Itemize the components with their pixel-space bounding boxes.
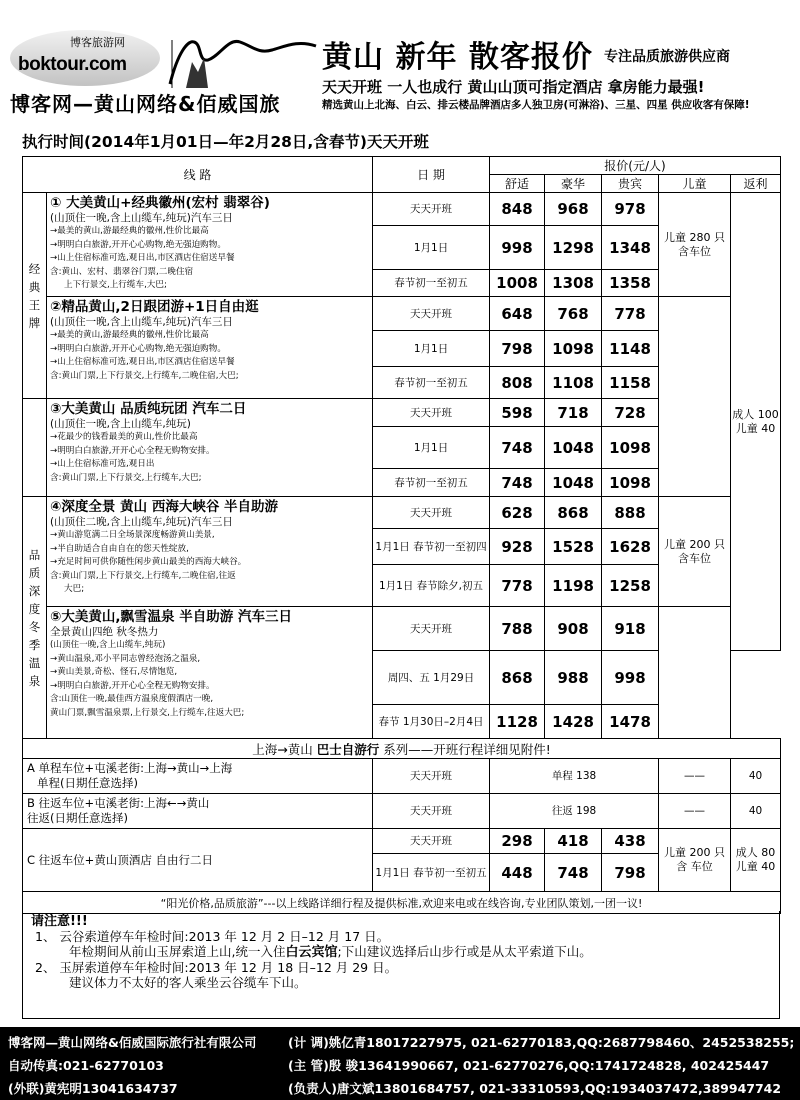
note-item: 1、 云谷索道停车年检时间:2013 年 12 月 2 日–12 月 17 日。 xyxy=(35,929,390,944)
price-luxury: 1428 xyxy=(545,705,602,739)
note-highlight: 白云宾馆 xyxy=(285,945,338,960)
child-price: 儿童 280 只含车位 xyxy=(659,193,731,297)
price-luxury: 968 xyxy=(545,193,602,226)
date-cell: 天天开班 xyxy=(373,297,490,331)
route-line: 大巴; xyxy=(64,584,85,595)
price-comfort: 778 xyxy=(490,565,545,607)
date-cell: 天天开班 xyxy=(373,759,490,794)
route-line: 含:黄山门票,上下行景交,上行缆车,大巴; xyxy=(50,472,202,483)
rebate-value: 40 xyxy=(731,759,781,794)
price-luxury: 988 xyxy=(545,651,602,705)
price-vip: 978 xyxy=(602,193,659,226)
route-line: 含:山顶住一晚,最佳西方温泉度假酒店一晚, xyxy=(50,694,214,705)
route-line: →山上住宿标准可选,观日出 xyxy=(50,459,155,470)
price-luxury: 1528 xyxy=(545,529,602,565)
child-price: 儿童 200 只含 车位 xyxy=(659,829,731,892)
price-vip: 918 xyxy=(602,607,659,651)
bus-route-cell xyxy=(23,829,373,892)
child-empty xyxy=(659,607,731,739)
date-cell: 春节 1月30日–2月4日 xyxy=(373,705,490,739)
tagline: 天天开班 一人也成行 黄山山顶可指定酒店 拿房能力最强! xyxy=(322,78,705,96)
brand-name: 博客网—黄山网络&佰威国旅 xyxy=(10,92,281,116)
bus-banner-post: 系列——开班行程详细见附件! xyxy=(379,741,551,757)
price-vip: 1478 xyxy=(602,705,659,739)
route-cell xyxy=(47,297,373,399)
route-title: ⑤大美黄山,飘雪温泉 半自助游 汽车三日 xyxy=(50,609,292,625)
route-line: →明明白白旅游,开开心心购物,绝无强迫购物。 xyxy=(50,343,226,354)
footer-planner: (计 调)姚亿青18017227975, 021-62770183,QQ:2687798460、2452538255; xyxy=(288,1035,795,1050)
bus-banner-bold: 巴士自游行 xyxy=(316,741,380,757)
bus-price: 单程 138 xyxy=(490,759,659,794)
route-line: →花最少的钱看最美的黄山,性价比最高 xyxy=(50,432,198,442)
price-comfort: 1128 xyxy=(490,705,545,739)
price-comfort: 998 xyxy=(490,226,545,270)
price-luxury: 718 xyxy=(545,399,602,427)
note-item: 建议体力不太好的客人乘坐云谷缆车下山。 xyxy=(69,975,307,990)
mountain-illustration xyxy=(168,32,318,90)
route-cell xyxy=(47,497,373,607)
route-line: →最美的黄山,游最经典的徽州,性价比最高 xyxy=(50,226,209,236)
page-subtitle: 专注品质旅游供应商 xyxy=(604,49,730,65)
rebate-value: 成人 100 儿童 40 xyxy=(731,193,781,651)
price-comfort: 748 xyxy=(490,469,545,497)
price-vip: 1258 xyxy=(602,565,659,607)
route-line: →明明白白旅游,开开心心全程无购物安排。 xyxy=(50,445,215,456)
bus-banner-pre: 上海→黄山 xyxy=(252,741,317,757)
table-row xyxy=(23,497,781,529)
route-line: →明明白白旅游,开开心心购物,绝无强迫购物。 xyxy=(50,239,226,250)
header-vip: 贵宾 xyxy=(602,175,659,193)
table-row xyxy=(23,794,781,829)
route-cell xyxy=(47,607,373,739)
rebate-value: 40 xyxy=(731,794,781,829)
route-line: →山上住宿标准可选,观日出,市区酒店住宿送早餐 xyxy=(50,253,235,264)
page-title: 黄山 新年 散客报价 xyxy=(322,40,593,75)
bus-route-sub: 往返(日期任意选择) xyxy=(27,811,128,825)
route-line: →充足时间可供你随性闲步黄山最美的西海大峡谷。 xyxy=(50,557,247,568)
note-text: ;下山建议选择后山步行或是从太平索道下山。 xyxy=(337,944,592,959)
route-sub: 全景黄山四绝 秋冬热力 xyxy=(50,626,159,638)
route-line: →最美的黄山,游最经典的徽州,性价比最高 xyxy=(50,330,209,340)
bus-price: 往返 198 xyxy=(490,794,659,829)
price-vip: 1628 xyxy=(602,529,659,565)
price-luxury: 868 xyxy=(545,497,602,529)
price-table xyxy=(22,156,781,914)
table-row xyxy=(23,759,781,794)
price-luxury: 1108 xyxy=(545,367,602,399)
price-comfort: 748 xyxy=(490,427,545,469)
header-route: 线 路 xyxy=(23,157,373,193)
footer xyxy=(0,1027,800,1100)
date-cell: 周四、五 1月29日 xyxy=(373,651,490,705)
price-vip: 438 xyxy=(602,829,659,854)
header-child: 儿童 xyxy=(659,175,731,193)
date-cell: 天天开班 xyxy=(373,399,490,427)
child-price: —— xyxy=(659,759,731,794)
date-cell: 天天开班 xyxy=(373,607,490,651)
date-cell: 春节初一至初五 xyxy=(373,367,490,399)
logo-text-cn: 博客旅游网 xyxy=(70,36,125,49)
price-luxury: 748 xyxy=(545,854,602,892)
child-price: 儿童 200 只含车位 xyxy=(659,497,731,607)
date-cell: 天天开班 xyxy=(373,829,490,854)
route-line: (山顶住一晚,含上山缆车,纯玩) xyxy=(50,640,166,650)
price-vip: 1098 xyxy=(602,427,659,469)
price-comfort: 868 xyxy=(490,651,545,705)
price-vip: 1158 xyxy=(602,367,659,399)
price-comfort: 928 xyxy=(490,529,545,565)
group-spacer xyxy=(23,399,47,497)
group-label: 品质深度冬季温泉 xyxy=(23,497,47,739)
price-comfort: 848 xyxy=(490,193,545,226)
child-price: —— xyxy=(659,794,731,829)
date-cell: 天天开班 xyxy=(373,497,490,529)
route-title: ③大美黄山 品质纯玩团 汽车二日 xyxy=(50,401,247,417)
bus-route-sub: 单程(日期任意选择) xyxy=(37,776,138,790)
route-sub: (山顶住一晚,含上山缆车,纯玩) xyxy=(50,418,191,430)
date-cell: 1月1日 xyxy=(373,427,490,469)
price-comfort: 598 xyxy=(490,399,545,427)
route-sub: (山顶住一晚,含上山缆车,纯玩)汽车三日 xyxy=(50,212,233,224)
route-line: 黄山门票,飘雪温泉票,上行景交,上行缆车,往返大巴; xyxy=(50,707,245,718)
date-cell: 春节初一至初五 xyxy=(373,469,490,497)
logo xyxy=(10,30,160,86)
date-cell: 1月1日 春节初一至初五 xyxy=(373,854,490,892)
table-row xyxy=(23,829,781,854)
price-luxury: 1048 xyxy=(545,469,602,497)
date-cell: 1月1日 春节初一至初四 xyxy=(373,529,490,565)
route-line: 含:黄山门票,上下行景交,上行缆车,二晚住宿,大巴; xyxy=(50,370,239,381)
rebate-value: 成人 80 儿童 40 xyxy=(731,829,781,892)
footer-company: 博客网—黄山网络&佰威国际旅行社有限公司 xyxy=(8,1035,257,1050)
date-cell: 1月1日 xyxy=(373,331,490,367)
note-text: 年检期间从前山玉屏索道上山,统一入住 xyxy=(69,944,286,959)
price-luxury: 1298 xyxy=(545,226,602,270)
route-line: →黄山温泉,邓小平同志曾经泡汤之温泉, xyxy=(50,653,201,664)
price-comfort: 798 xyxy=(490,331,545,367)
price-vip: 1358 xyxy=(602,270,659,297)
logo-text-en: boktour.com xyxy=(18,54,127,75)
note-item xyxy=(31,944,771,960)
price-vip: 728 xyxy=(602,399,659,427)
price-comfort: 808 xyxy=(490,367,545,399)
execution-period: 执行时间(2014年1月01日—年2月28日,含春节)天天开班 xyxy=(22,133,429,151)
route-line: →黄山游览满二日全场景深度畅游黄山美景, xyxy=(50,530,215,540)
slogan: “阳光价格,品质旅游”---以上线路详细行程及提供标准,欢迎来电或在线咨询,专业团队策划,一团一议! xyxy=(23,892,781,914)
price-vip: 888 xyxy=(602,497,659,529)
price-comfort: 628 xyxy=(490,497,545,529)
table-row xyxy=(23,193,781,226)
price-luxury: 768 xyxy=(545,297,602,331)
table-row xyxy=(23,607,781,651)
group-label: 经典王牌 xyxy=(23,193,47,399)
route-cell xyxy=(47,193,373,297)
price-luxury: 908 xyxy=(545,607,602,651)
bus-route-cell xyxy=(23,759,373,794)
bus-route-cell xyxy=(23,794,373,829)
footer-fax: 自动传真:021-62770103 xyxy=(8,1058,164,1073)
header xyxy=(0,0,800,126)
footer-head: (负责人)唐文斌13801684757, 021-33310593,QQ:1934037472,389947742 xyxy=(288,1081,782,1096)
notes-heading: 请注意!!! xyxy=(31,914,88,929)
header-rebate: 返利 xyxy=(731,175,781,193)
bus-banner xyxy=(23,739,781,759)
price-comfort: 648 xyxy=(490,297,545,331)
note-item: 2、 玉屏索道停车年检时间:2013 年 12 月 18 日–12 月 29 日。 xyxy=(35,960,398,975)
price-vip: 1348 xyxy=(602,226,659,270)
price-vip: 1148 xyxy=(602,331,659,367)
header-date: 日 期 xyxy=(373,157,490,193)
route-line: 上下行景交,上行缆车,大巴; xyxy=(64,280,167,291)
route-line: 含:黄山门票,上下行景交,上行缆车,二晚住宿,往返 xyxy=(50,570,236,581)
price-comfort: 788 xyxy=(490,607,545,651)
price-luxury: 1098 xyxy=(545,331,602,367)
date-cell: 春节初一至初五 xyxy=(373,270,490,297)
price-comfort: 1008 xyxy=(490,270,545,297)
route-sub: (山顶住一晚,含上山缆车,纯玩)汽车三日 xyxy=(50,316,233,328)
route-sub: (山顶住二晚,含上山缆车,纯玩)汽车三日 xyxy=(50,516,233,528)
route-line: →明明白白旅游,开开心心全程无购物安排。 xyxy=(50,680,215,691)
route-title: ④深度全景 黄山 西海大峡谷 半自助游 xyxy=(50,499,279,515)
price-vip: 778 xyxy=(602,297,659,331)
date-cell: 1月1日 春节除夕,初五 xyxy=(373,565,490,607)
bus-route-title: B 往返车位+屯溪老街:上海←→黄山 xyxy=(27,796,210,810)
price-vip: 798 xyxy=(602,854,659,892)
date-cell: 天天开班 xyxy=(373,794,490,829)
price-luxury: 1198 xyxy=(545,565,602,607)
table-row xyxy=(23,297,781,331)
route-line: 含:黄山、宏村、翡翠谷门票,二晚住宿 xyxy=(50,266,194,277)
bus-banner-row xyxy=(23,739,781,759)
route-line: →黄山美景,奇松、怪石,尽情饱览, xyxy=(50,667,178,678)
price-vip: 998 xyxy=(602,651,659,705)
price-comfort: 448 xyxy=(490,854,545,892)
date-cell: 1月1日 xyxy=(373,226,490,270)
header-comfort: 舒适 xyxy=(490,175,545,193)
date-cell: 天天开班 xyxy=(373,193,490,226)
price-luxury: 418 xyxy=(545,829,602,854)
route-line: →山上住宿标准可选,观日出,市区酒店住宿送早餐 xyxy=(50,357,235,368)
tagline-secondary: 精选黄山上北海、白云、排云楼品牌酒店多人独卫房(可淋浴)、三星、四星 供应收客有保障! xyxy=(322,99,750,111)
table-header-row xyxy=(23,157,781,175)
route-title: ① 大美黄山+经典徽州(宏村 翡翠谷) xyxy=(50,195,270,211)
bus-route-title: C 往返车位+黄山顶酒店 自由行二日 xyxy=(27,852,213,867)
footer-manager: (主 管)殷 骏13641990667, 021-62770276,QQ:1741724828, 402425447 xyxy=(288,1058,770,1073)
footer-liaison: (外联)黄宪明13041634737 xyxy=(8,1081,178,1096)
price-luxury: 1048 xyxy=(545,427,602,469)
route-cell xyxy=(47,399,373,497)
price-comfort: 298 xyxy=(490,829,545,854)
child-empty xyxy=(659,297,731,497)
bus-route-title: A 单程车位+屯溪老街:上海→黄山→上海 xyxy=(27,761,233,775)
header-price: 报价(元/人) xyxy=(490,157,781,175)
price-luxury: 1308 xyxy=(545,270,602,297)
route-line: →半自助适合自由自在的您天性绽放, xyxy=(50,543,189,554)
notes-box xyxy=(22,911,780,1019)
price-vip: 1098 xyxy=(602,469,659,497)
route-title: ②精品黄山,2日跟团游+1日自由逛 xyxy=(50,299,259,315)
header-luxury: 豪华 xyxy=(545,175,602,193)
